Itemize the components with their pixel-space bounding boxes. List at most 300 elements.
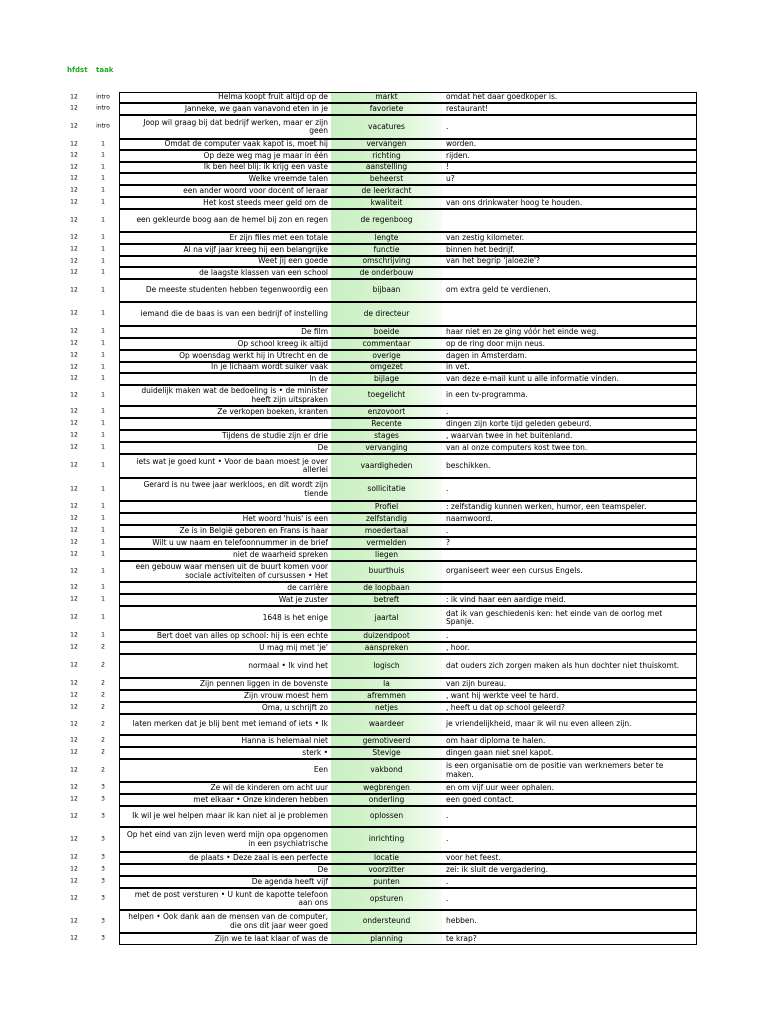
table-row [0,654,768,678]
vocabulary-word-cell: punten [331,876,442,888]
task-cell: 1 [101,514,105,522]
vocabulary-word-cell: markt [331,92,442,103]
chapter-cell: 12 [70,163,78,171]
task-cell: 2 [101,748,105,756]
sentence-start-cell-text: 1648 is het enige [262,612,328,622]
table-row [0,209,768,232]
vocabulary-word-cell: bijbaan [331,279,442,302]
chapter-cell: 12 [70,538,78,546]
sentence-start-cell [119,594,331,606]
task-cell: 3 [101,894,105,902]
vocabulary-word-cell: opsturen [331,888,442,910]
task-cell: 1 [101,216,105,224]
chapter-cell: 12 [70,198,78,206]
sentence-end-cell-text: in een tv-programma. [446,390,528,400]
sentence-end-cell-text: restaurant! [446,103,489,113]
table-row [0,150,768,162]
chapter-cell: 12 [70,865,78,873]
sentence-start-cell [119,525,331,537]
vocabulary-word-cell: commentaar [331,338,442,350]
sentence-start-cell [119,326,331,338]
sentence-end-cell [442,478,697,501]
sentence-start-cell [119,806,331,827]
table-row [0,630,768,642]
sentence-end-cell [442,910,697,933]
vocabulary-word-cell: moedertaal [331,525,442,537]
table-row [0,759,768,782]
task-cell: 1 [101,631,105,639]
sentence-end-cell [442,150,697,162]
vocabulary-word-cell: sollicitatie [331,478,442,501]
sentence-end-cell-text: dingen zijn korte tijd geleden gebeurd. [446,418,592,428]
sentence-end-cell-text: , waarvan twee in het buitenland. [446,430,573,440]
sentence-start-cell [119,852,331,864]
sentence-start-cell [119,933,331,945]
sentence-end-cell [442,537,697,549]
chapter-cell: 12 [70,631,78,639]
sentence-start-cell-text: Weet jij een goede [258,256,328,266]
sentence-end-cell-text: hebben. [446,916,477,926]
table-row [0,561,768,582]
sentence-start-cell-text: De [317,864,328,874]
sentence-start-cell [119,654,331,678]
sentence-start-cell [119,714,331,735]
sentence-end-cell [442,933,697,945]
sentence-start-cell-text: Ze verkopen boeken, kranten [217,406,328,416]
sentence-end-cell-text: van ons drinkwater hoog te houden. [446,197,583,207]
sentence-start-cell [119,549,331,561]
table-row [0,690,768,702]
chapter-cell: 12 [70,567,78,575]
sentence-end-cell-text: van zestig kilometer. [446,232,525,242]
table-row [0,714,768,735]
chapter-cell: 12 [70,917,78,925]
chapter-cell: 12 [70,526,78,534]
sentence-end-cell [442,197,697,209]
sentence-start-cell-text: normaal • Ik vind het [248,660,328,670]
vocabulary-word-cell: Profiel [331,501,442,513]
sentence-end-cell [442,185,697,197]
task-cell: 1 [101,186,105,194]
chapter-cell: 12 [70,550,78,558]
table-row [0,442,768,454]
sentence-start-cell-text: helpen • Ook dank aan de mensen van de computer, die ons dit jaar weer goed [128,912,328,930]
task-cell: 1 [101,419,105,427]
sentence-end-cell [442,782,697,794]
vocabulary-word-cell: favoriete [331,103,442,115]
vocabulary-word-cell: lengte [331,232,442,244]
task-cell: 1 [101,374,105,382]
table-row [0,642,768,654]
sentence-end-cell-text: , heeft u dat op school geleerd? [446,702,565,712]
vocabulary-word-cell: vakbond [331,759,442,782]
task-cell: 3 [101,795,105,803]
table-row [0,302,768,326]
chapter-cell: 12 [70,268,78,276]
sentence-start-cell-text: laten merken dat je blij bent met iemand of iets • Ik [132,719,328,729]
sentence-start-cell [119,232,331,244]
chapter-cell: 12 [70,766,78,774]
task-cell: 1 [101,351,105,359]
table-row [0,888,768,910]
vocabulary-word-cell: bijlage [331,373,442,385]
table-row [0,362,768,373]
sentence-end-cell-text: een goed contact. [446,794,514,804]
task-cell: 1 [101,538,105,546]
chapter-cell: 12 [70,174,78,182]
sentence-start-cell [119,759,331,782]
sentence-start-cell-text: Ze is in België geboren en Frans is haar [179,525,328,535]
sentence-end-cell-text: beschikken. [446,460,491,470]
sentence-end-cell-text: . [446,121,449,131]
sentence-start-cell [119,92,331,103]
sentence-end-cell-text: u? [446,173,455,183]
chapter-cell: 12 [70,140,78,148]
sentence-start-cell-text: Ik wil je wel helpen maar ik kan niet al je problemen [132,811,328,821]
sentence-end-cell [442,501,697,513]
task-cell: 3 [101,853,105,861]
chapter-cell: 12 [70,431,78,439]
sentence-start-cell [119,385,331,406]
chapter-cell: 12 [70,720,78,728]
sentence-end-cell [442,232,697,244]
sentence-end-cell [442,888,697,910]
sentence-start-cell-text: U mag mij met 'je' [259,642,328,652]
chapter-cell: 12 [70,934,78,942]
sentence-end-cell [442,642,697,654]
task-cell: 2 [101,766,105,774]
sentence-start-cell [119,244,331,256]
sentence-start-cell-text: Tijdens de studie zijn er drie [221,430,328,440]
table-row [0,256,768,267]
table-row [0,418,768,430]
sentence-start-cell-text: Helma koopt fruit altijd op de [218,92,328,102]
vocabulary-word-cell: toegelicht [331,385,442,406]
sentence-start-cell [119,115,331,139]
task-cell: 1 [101,391,105,399]
sentence-end-cell [442,549,697,561]
vocabulary-word-cell: la [331,678,442,690]
task-cell: 1 [101,245,105,253]
vocabulary-word-cell: onderling [331,794,442,806]
sentence-end-cell [442,876,697,888]
vocabulary-word-cell: afremmen [331,690,442,702]
vocabulary-word-cell: vervanging [331,442,442,454]
task-cell: 1 [101,485,105,493]
sentence-end-cell [442,806,697,827]
vocabulary-word-cell: vervangen [331,139,442,150]
vocabulary-word-cell: Stevige [331,747,442,759]
chapter-cell: 12 [70,703,78,711]
chapter-cell: 12 [70,104,78,112]
table-row [0,582,768,594]
table-row [0,232,768,244]
vocabulary-word-cell: stages [331,430,442,442]
vocabulary-word-cell: beheerst [331,173,442,185]
sentence-end-cell-text: ! [446,162,450,172]
chapter-cell: 12 [70,151,78,159]
sentence-end-cell [442,430,697,442]
sentence-end-cell-text: . [446,484,449,494]
table-row [0,747,768,759]
sentence-end-cell [442,594,697,606]
task-cell: 1 [101,286,105,294]
sentence-start-cell [119,173,331,185]
chapter-cell: 12 [70,309,78,317]
sentence-end-cell [442,654,697,678]
chapter-cell: 12 [70,327,78,335]
chapter-cell: 12 [70,485,78,493]
sentence-start-cell-text: Gerard is nu twee jaar werkloos, en dit wordt zijn tiende [143,480,328,498]
sentence-end-cell [442,302,697,326]
table-row [0,173,768,185]
chapter-cell: 12 [70,613,78,621]
table-row [0,933,768,945]
sentence-end-cell [442,678,697,690]
sentence-end-cell-text: je vriendelijkheid, maar ik wil nu even alleen zijn. [446,719,632,729]
sentence-start-cell-text: een gebouw waar mensen uit de buurt komen voor sociale activiteiten of cursussen • Het [135,562,328,580]
sentence-start-cell-text: Het woord 'huis' is een [242,513,328,523]
task-cell: 2 [101,679,105,687]
table-row [0,430,768,442]
table-row [0,794,768,806]
sentence-end-cell [442,864,697,876]
sentence-end-cell [442,385,697,406]
task-cell: 1 [101,550,105,558]
table-row [0,103,768,115]
sentence-start-cell [119,678,331,690]
task-cell: 1 [101,431,105,439]
sentence-start-cell [119,362,331,373]
sentence-end-cell-text: . [446,630,449,640]
sentence-end-cell [442,454,697,478]
sentence-start-cell-text: In de [309,373,328,383]
sentence-start-cell-text: Op deze weg mag je maar in één [203,150,328,160]
sentence-end-cell-text: dagen in Amsterdam. [446,350,527,360]
vocabulary-word-cell: buurthuis [331,561,442,582]
chapter-cell: 12 [70,216,78,224]
task-cell: 2 [101,661,105,669]
task-cell: 1 [101,443,105,451]
sentence-end-cell [442,714,697,735]
vocabulary-word-cell: oplossen [331,806,442,827]
sentence-start-cell [119,501,331,513]
task-cell: 2 [101,691,105,699]
table-row [0,537,768,549]
sentence-start-cell [119,582,331,594]
sentence-start-cell-text: Op school kreeg ik altijd [237,338,328,348]
sentence-end-cell-text: . [446,834,449,844]
vocabulary-word-cell: liegen [331,549,442,561]
table-row [0,678,768,690]
sentence-end-cell [442,139,697,150]
vocabulary-word-cell: de onderbouw [331,267,442,279]
sentence-end-cell-text: omdat het daar goedkoper is. [446,92,558,102]
task-cell: 1 [101,567,105,575]
sentence-end-cell [442,561,697,582]
table-row [0,876,768,888]
sentence-end-cell [442,244,697,256]
sentence-start-cell-text: Al na vijf jaar kreeg hij een belangrijke [183,244,328,254]
task-cell: 3 [101,783,105,791]
sentence-start-cell [119,185,331,197]
table-row [0,513,768,525]
sentence-start-cell [119,302,331,326]
sentence-end-cell-text: rijden. [446,150,470,160]
table-row [0,594,768,606]
task-cell: 3 [101,877,105,885]
vocabulary-word-cell: omschrijving [331,256,442,267]
sentence-end-cell [442,418,697,430]
sentence-start-cell [119,782,331,794]
task-cell: 1 [101,613,105,621]
table-row [0,338,768,350]
vocabulary-word-cell: vacatures [331,115,442,139]
chapter-cell: 12 [70,783,78,791]
task-cell: 1 [101,309,105,317]
vocabulary-word-cell: functie [331,244,442,256]
sentence-end-cell-text: van zijn bureau. [446,678,507,688]
sentence-start-cell-text: Joop wil graag bij dat bedrijf werken, maar er zijn geen [143,117,328,135]
chapter-cell: 12 [70,122,78,130]
sentence-start-cell-text: Omdat de computer vaak kapot is, moet hij [164,139,328,149]
table-row [0,606,768,630]
sentence-end-cell [442,326,697,338]
sentence-start-cell [119,442,331,454]
column-header-hoofdstuk: hfdst [67,66,88,74]
sentence-end-cell [442,513,697,525]
sentence-end-cell-text: naamwoord. [446,513,493,523]
sentence-start-cell [119,454,331,478]
sentence-end-cell-text: : ik vind haar een aardige meid. [446,594,566,604]
chapter-cell: 12 [70,245,78,253]
table-row [0,373,768,385]
sentence-start-cell [119,338,331,350]
table-row [0,244,768,256]
sentence-end-cell-text: te krap? [446,933,477,943]
sentence-start-cell [119,690,331,702]
sentence-end-cell [442,173,697,185]
task-cell: 1 [101,163,105,171]
vocabulary-word-cell: ondersteund [331,910,442,933]
sentence-start-cell-text: iets wat je goed kunt • Voor de baan moest je over allerlei [136,456,328,474]
sentence-end-cell [442,794,697,806]
sentence-start-cell-text: In je lichaam wordt suiker vaak [211,362,328,372]
table-row [0,162,768,173]
chapter-cell: 12 [70,186,78,194]
sentence-end-cell [442,350,697,362]
vocabulary-word-cell: aanspreken [331,642,442,654]
chapter-cell: 12 [70,595,78,603]
task-cell: 1 [101,257,105,265]
vocabulary-word-cell: de directeur [331,302,442,326]
table-row [0,806,768,827]
sentence-end-cell [442,362,697,373]
sentence-start-cell-text: De meeste studenten hebben tegenwoordig een [145,285,328,295]
sentence-start-cell-text: Ze wil de kinderen om acht uur [210,782,328,792]
task-cell: 1 [101,363,105,371]
vocabulary-word-cell: aanstelling [331,162,442,173]
table-row [0,267,768,279]
sentence-start-cell-text: Zijn pennen liggen in de bovenste [199,678,328,688]
vocabulary-word-cell: kwaliteit [331,197,442,209]
sentence-start-cell-text: Hanna is helemaal niet [241,735,328,745]
sentence-start-cell-text: Een [313,765,328,775]
vocabulary-word-cell: netjes [331,702,442,714]
table-row [0,702,768,714]
sentence-end-cell-text: binnen het bedrijf. [446,244,515,254]
sentence-start-cell [119,642,331,654]
sentence-start-cell-text: Zijn we te laat klaar of was de [214,933,328,943]
sentence-start-cell [119,794,331,806]
sentence-start-cell [119,103,331,115]
chapter-cell: 12 [70,795,78,803]
sentence-start-cell [119,747,331,759]
sentence-start-cell [119,350,331,362]
sentence-end-cell-text: . [446,406,449,416]
vocabulary-word-cell: Recente [331,418,442,430]
sentence-end-cell [442,442,697,454]
sentence-start-cell-text: de plaats • Deze zaal is een perfecte [189,852,328,862]
table-row [0,115,768,139]
sentence-end-cell-text: voor het feest. [446,852,501,862]
sentence-start-cell [119,430,331,442]
sentence-start-cell-text: met de post versturen • U kunt de kapotte telefoon aan ons [134,889,328,907]
sentence-end-cell [442,162,697,173]
sentence-end-cell-text: worden. [446,139,477,149]
task-cell: 2 [101,736,105,744]
chapter-cell: 12 [70,233,78,241]
chapter-cell: 12 [70,461,78,469]
task-cell: 3 [101,835,105,843]
sentence-start-cell [119,735,331,747]
vocabulary-word-cell: vaardigheden [331,454,442,478]
sentence-start-cell [119,279,331,302]
sentence-start-cell [119,197,331,209]
sentence-end-cell [442,92,697,103]
task-cell: 1 [101,174,105,182]
vocabulary-word-cell: inrichting [331,827,442,852]
vocabulary-word-cell: overige [331,350,442,362]
table-row [0,501,768,513]
table-row [0,852,768,864]
sentence-end-cell-text: organiseert weer een cursus Engels. [446,566,583,576]
task-cell: 1 [101,140,105,148]
vocabulary-word-cell: zelfstandig [331,513,442,525]
vocabulary-word-cell: voorzitter [331,864,442,876]
chapter-cell: 12 [70,419,78,427]
table-row [0,139,768,150]
sentence-start-cell-text: duidelijk maken wat de bedoeling is • de minister heeft zijn uitspraken [141,386,328,404]
sentence-start-cell [119,256,331,267]
table-row [0,326,768,338]
task-cell: 3 [101,812,105,820]
chapter-cell: 12 [70,661,78,669]
task-cell: 2 [101,720,105,728]
sentence-start-cell-text: met elkaar • Onze kinderen hebben [193,794,328,804]
task-cell: 1 [101,461,105,469]
sentence-end-cell-text: dat ouders zich zorgen maken als hun dochter niet thuiskomt. [446,660,680,670]
sentence-end-cell [442,759,697,782]
sentence-start-cell-text: Op woensdag werkt hij in Utrecht en de [179,350,328,360]
sentence-start-cell [119,630,331,642]
task-cell: intro [96,93,110,101]
sentence-end-cell [442,338,697,350]
vocabulary-word-cell: gemotiveerd [331,735,442,747]
sentence-end-cell [442,256,697,267]
sentence-end-cell-text: op de ring door mijn neus. [446,338,545,348]
column-header-taak: taak [96,66,114,74]
